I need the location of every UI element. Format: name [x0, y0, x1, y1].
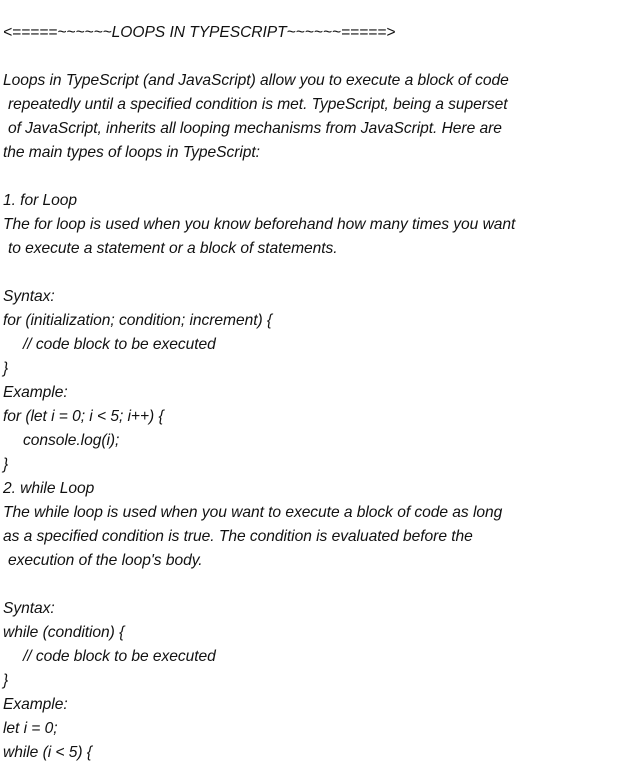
for-loop-heading: 1. for Loop	[3, 192, 78, 209]
blank-line	[3, 165, 619, 189]
document-title: <=====~~~~~~LOOPS IN TYPESCRIPT~~~~~~=====>	[3, 24, 396, 41]
blank-line	[3, 261, 619, 285]
while-syntax-code-line: }	[3, 672, 9, 689]
for-loop-description-line: to execute a statement or a block of statements.	[8, 240, 338, 257]
for-example-code-line: }	[3, 456, 9, 473]
intro-line: repeatedly until a specified condition is met. TypeScript, being a superset	[8, 96, 508, 113]
while-example-label: Example:	[3, 696, 68, 713]
while-example-code-line: while (i < 5) {	[3, 744, 92, 761]
for-example-code-line: for (let i = 0; i < 5; i++) {	[3, 408, 164, 425]
for-syntax-code-line: }	[3, 360, 9, 377]
while-loop-description-line: execution of the loop's body.	[8, 552, 203, 569]
intro-line: the main types of loops in TypeScript:	[3, 144, 260, 161]
while-syntax-code-line: // code block to be executed	[23, 648, 216, 665]
while-example-code-line: let i = 0;	[3, 720, 58, 737]
blank-line	[3, 573, 619, 597]
intro-line: Loops in TypeScript (and JavaScript) allow you to execute a block of code	[3, 72, 509, 89]
for-example-code-line: console.log(i);	[23, 432, 120, 449]
for-syntax-label: Syntax:	[3, 288, 55, 305]
while-loop-description-line: as a specified condition is true. The condition is evaluated before the	[3, 528, 473, 545]
while-syntax-label: Syntax:	[3, 600, 55, 617]
blank-line	[3, 45, 619, 69]
for-syntax-code-line: for (initialization; condition; increment) {	[3, 312, 273, 329]
for-loop-description-line: The for loop is used when you know beforehand how many times you want	[3, 216, 516, 233]
document-body	[3, 21, 619, 765]
while-loop-description-line: The while loop is used when you want to execute a block of code as long	[3, 504, 503, 521]
for-example-label: Example:	[3, 384, 68, 401]
for-syntax-code-line: // code block to be executed	[23, 336, 216, 353]
while-syntax-code-line: while (condition) {	[3, 624, 125, 641]
intro-line: of JavaScript, inherits all looping mechanisms from JavaScript. Here are	[8, 120, 502, 137]
while-loop-heading: 2. while Loop	[3, 480, 95, 497]
